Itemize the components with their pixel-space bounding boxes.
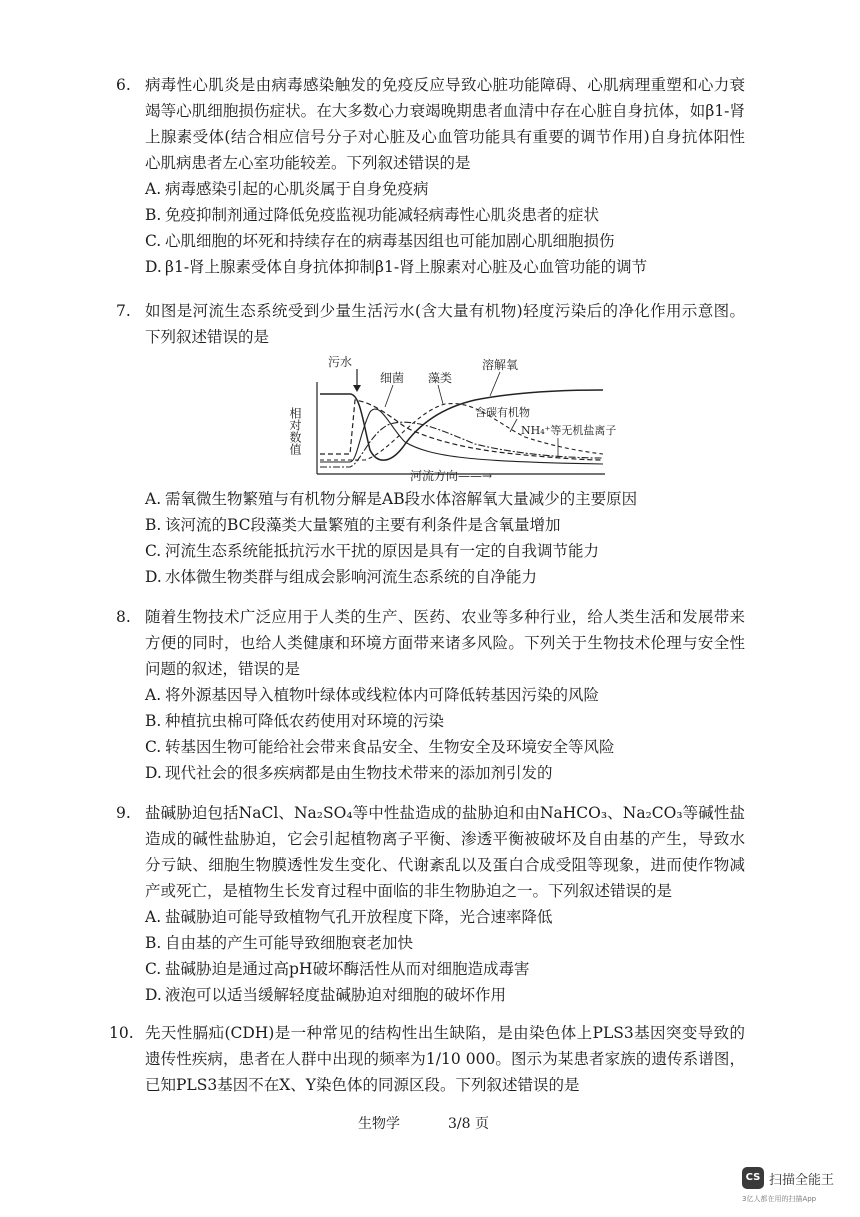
- option-label: D.: [145, 986, 162, 1004]
- option-text: 将外源基因导入植物叶绿体或线粒体内可降低转基因污染的风险: [165, 686, 600, 704]
- scanner-tagline: 3亿人都在用的扫描App: [742, 1195, 817, 1203]
- organic-pointer: [510, 419, 517, 432]
- option-label: B.: [145, 206, 162, 224]
- question-number: 10.: [109, 1024, 134, 1042]
- option-b: [145, 930, 745, 956]
- tick-a: [352, 481, 362, 482]
- option-text: β1-肾上腺素受体自身抗体抑制β1-肾上腺素对心脏及心血管功能的调节: [165, 258, 648, 276]
- footer-subject: 生物学: [358, 1116, 400, 1132]
- option-label: B.: [145, 712, 162, 730]
- option-a: [145, 176, 745, 202]
- option-b: [145, 202, 745, 228]
- river-purification-figure: [145, 352, 745, 482]
- question-number: 9.: [116, 804, 131, 822]
- sewage-arrowhead: [353, 385, 361, 392]
- option-a: [145, 904, 745, 930]
- nh4-label: NH₄⁺等无机盐离子: [521, 424, 617, 437]
- option-d: [145, 564, 745, 590]
- option-d: [145, 982, 745, 1008]
- option-a: [145, 486, 745, 512]
- option-label: A.: [145, 180, 162, 198]
- question-number: 7.: [116, 302, 131, 320]
- oxygen-pointer: [490, 372, 500, 396]
- option-text: 需氧微生物繁殖与有机物分解是AB段水体溶解氧大量减少的主要原因: [165, 490, 638, 508]
- question-stem: 随着生物技术广泛应用于人类的生产、医药、农业等多种行业，给人类生活和发展带来方便的同时，也给人类健康和环境方面带来诸多风险。下列关于生物技术伦理与安全性问题的叙述，错误的是: [145, 608, 745, 678]
- option-text: 液泡可以适当缓解轻度盐碱胁迫对细胞的破坏作用: [165, 986, 507, 1004]
- option-c: [145, 956, 745, 982]
- option-label: A.: [145, 490, 162, 508]
- option-c: [145, 734, 745, 760]
- footer-page-number: 3/8 页: [448, 1116, 489, 1132]
- option-text: 自由基的产生可能导致细胞衰老加快: [165, 934, 414, 952]
- option-text: 该河流的BC段藻类大量繁殖的主要有利条件是含氧量增加: [165, 516, 561, 534]
- organic-label: 含碳有机物: [475, 406, 530, 419]
- option-text: 心肌细胞的坏死和持续存在的病毒基因组也可能加剧心肌细胞损伤: [165, 232, 615, 250]
- scanner-app-name: 扫描全能王: [769, 1173, 835, 1188]
- question-10: [109, 1020, 745, 1098]
- river-purification-diagram: [145, 352, 745, 482]
- option-b: [145, 708, 745, 734]
- option-text: 盐碱胁迫可能导致植物气孔开放程度下降，光合速率降低: [165, 908, 553, 926]
- option-label: C.: [145, 232, 162, 250]
- question-9: [116, 800, 745, 1008]
- algae-pointer: [438, 385, 443, 404]
- question-6: [116, 72, 745, 280]
- option-text: 河流生态系统能抵抗污水干扰的原因是具有一定的自我调节能力: [165, 542, 600, 560]
- algae-label: 藻类: [428, 371, 453, 385]
- option-label: B.: [145, 934, 162, 952]
- option-label: D.: [145, 568, 162, 586]
- option-text: 免疫抑制剂通过降低免疫监视功能减轻病毒性心肌炎患者的症状: [165, 206, 600, 224]
- option-c: [145, 538, 745, 564]
- option-c: [145, 228, 745, 254]
- question-stem: 如图是河流生态系统受到少量生活污水(含大量有机物)轻度污染后的净化作用示意图。下列叙述错误的是: [145, 302, 745, 346]
- tick-b: [395, 481, 405, 482]
- option-b: [145, 512, 745, 538]
- question-number: 6.: [116, 76, 131, 94]
- option-label: C.: [145, 738, 162, 756]
- scanner-watermark: [742, 1167, 852, 1211]
- option-label: D.: [145, 258, 162, 276]
- option-a: [145, 682, 745, 708]
- option-text: 种植抗虫棉可降低农药使用对环境的污染: [165, 712, 445, 730]
- option-text: 现代社会的很多疾病都是由生物技术带来的添加剂引发的: [165, 764, 553, 782]
- tick-d: [577, 481, 588, 482]
- option-d: [145, 760, 745, 786]
- option-text: 水体微生物类群与组成会影响河流生态系统的自净能力: [165, 568, 538, 586]
- oxygen-label: 溶解氧: [482, 358, 519, 372]
- question-number: 8.: [116, 608, 131, 626]
- option-text: 盐碱胁迫是通过高pH破坏酶活性从而对细胞造成毒害: [165, 960, 530, 978]
- question-stem: 先天性膈疝(CDH)是一种常见的结构性出生缺陷，是由染色体上PLS3基因突变导致的遗传性疾病，患者在人群中出现的频率为1/10 000。图示为某患者家族的遗传系谱图，已知PLS3基因不在X、Y染色体的同源区段。下列叙述错误的是: [145, 1024, 745, 1094]
- x-axis-label: 河流方向——→: [410, 469, 493, 482]
- question-8: [116, 604, 745, 786]
- question-stem: 病毒性心肌炎是由病毒感染触发的免疫反应导致心脏功能障碍、心肌病理重塑和心力衰竭等心肌细胞损伤症状。在大多数心力衰竭晚期患者血清中存在心脏自身抗体，如β1-肾上腺素受体(结合相应信号分子对心脏及心血管功能具有重要的调节作用)自身抗体阳性心肌病患者左心室功能较差。下列叙述错误的是: [145, 76, 745, 172]
- bacteria-pointer: [385, 385, 393, 407]
- option-text: 转基因生物可能给社会带来食品安全、生物安全及环境安全等风险: [165, 738, 615, 756]
- option-label: B.: [145, 516, 162, 534]
- tick-o: [311, 481, 321, 482]
- bacteria-label: 细菌: [380, 371, 405, 385]
- question-stem: 盐碱胁迫包括NaCl、Na₂SO₄等中性盐造成的盐胁迫和由NaHCO₃、Na₂CO₃等碱性盐造成的碱性盐胁迫，它会引起植物离子平衡、渗透平衡被破坏及自由基的产生，导致水分亏缺、细胞生物膜透性发生变化、代谢紊乱以及蛋白合成受阻等现象，进而使作物减产或死亡，是植物生长发育过程中面临的非生物胁迫之一。下列叙述错误的是: [145, 804, 745, 900]
- option-label: A.: [145, 686, 162, 704]
- option-label: A.: [145, 908, 162, 926]
- question-7: [116, 298, 745, 590]
- option-d: [145, 254, 745, 280]
- option-text: 病毒感染引起的心肌炎属于自身免疫病: [165, 180, 429, 198]
- camscanner-logo-icon: CS: [742, 1167, 764, 1189]
- option-label: C.: [145, 542, 162, 560]
- option-label: D.: [145, 764, 162, 782]
- y-axis-label: 相对数值: [288, 407, 302, 455]
- option-label: C.: [145, 960, 162, 978]
- sewage-label: 污水: [328, 355, 353, 369]
